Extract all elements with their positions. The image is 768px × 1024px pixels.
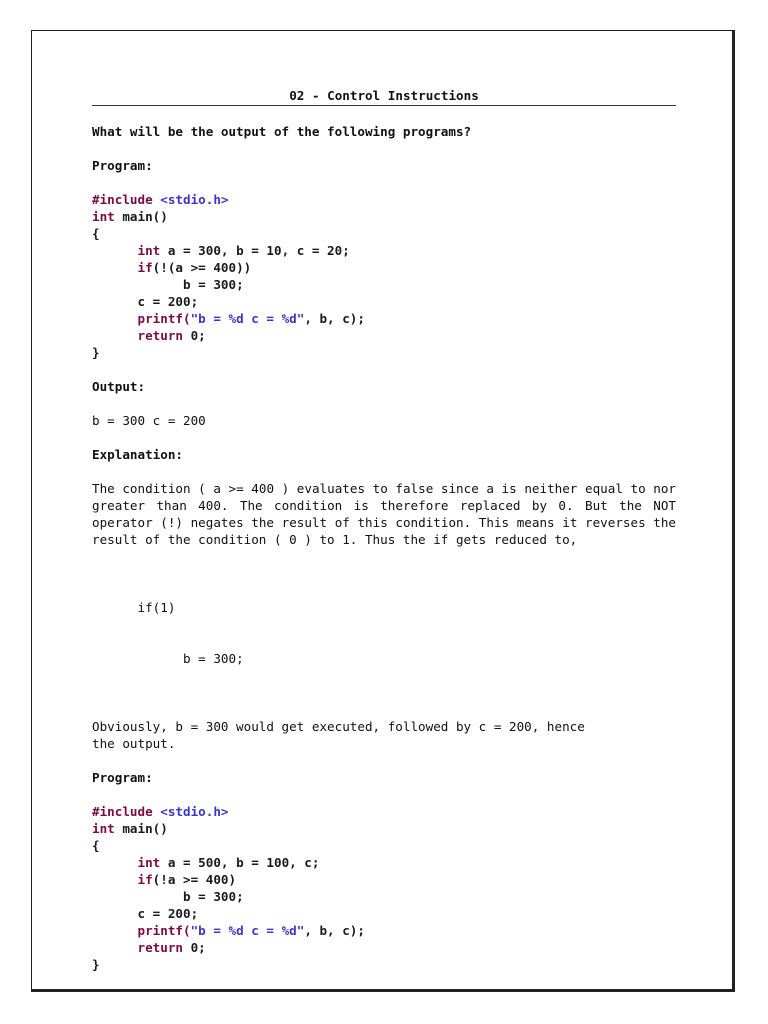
code-line-assign-c: c = 200;	[137, 906, 199, 921]
chapter-title: 02 - Control Instructions	[92, 87, 676, 106]
code-line-decl: int a = 300, b = 10, c = 20;	[137, 243, 350, 258]
code-line-include: #include <stdio.h>	[92, 804, 229, 819]
program2-code	[92, 803, 676, 973]
explanation-code-assign: b = 300;	[183, 651, 244, 666]
code-line-return: return 0;	[137, 940, 206, 955]
code-line-decl: int a = 500, b = 100, c;	[137, 855, 320, 870]
code-line-printf: printf("b = %d c = %d", b, c);	[137, 311, 365, 326]
code-line-assign-c: c = 200;	[137, 294, 199, 309]
code-line-include: #include <stdio.h>	[92, 192, 229, 207]
explanation-code	[92, 565, 676, 701]
code-line-return: return 0;	[137, 328, 206, 343]
conclusion-line-2: the output.	[92, 736, 176, 751]
output-label: Output:	[92, 379, 146, 394]
question-text: What will be the output of the following programs?	[92, 124, 472, 139]
program2-label: Program:	[92, 770, 153, 785]
program1-label: Program:	[92, 158, 153, 173]
program1-code	[92, 191, 676, 361]
code-line-open-brace: {	[92, 226, 100, 241]
code-line-close-brace: }	[92, 345, 100, 360]
code-line-open-brace: {	[92, 838, 100, 853]
explanation-label: Explanation:	[92, 447, 183, 462]
explanation-code-if: if(1)	[137, 600, 176, 615]
code-line-assign-b: b = 300;	[183, 889, 244, 904]
page-content	[92, 87, 676, 973]
code-line-main: int main()	[92, 209, 168, 224]
code-line-if: if(!(a >= 400))	[137, 260, 252, 275]
code-line-close-brace: }	[92, 957, 100, 972]
code-line-main: int main()	[92, 821, 168, 836]
code-line-printf: printf("b = %d c = %d", b, c);	[137, 923, 365, 938]
code-line-assign-b: b = 300;	[183, 277, 244, 292]
output-value: b = 300 c = 200	[92, 413, 206, 428]
code-line-if: if(!a >= 400)	[137, 872, 237, 887]
conclusion-line-1: Obviously, b = 300 would get executed, followed by c = 200, hence	[92, 719, 585, 734]
explanation-paragraph: The condition ( a >= 400 ) evaluates to false since a is neither equal to nor greater than 400. The condition is therefore replaced by 0. But the NOT operator (!) negates the result of this condition. This means it reverses the result of the condition ( 0 ) to 1. Thus the if gets reduced to,	[92, 481, 676, 547]
